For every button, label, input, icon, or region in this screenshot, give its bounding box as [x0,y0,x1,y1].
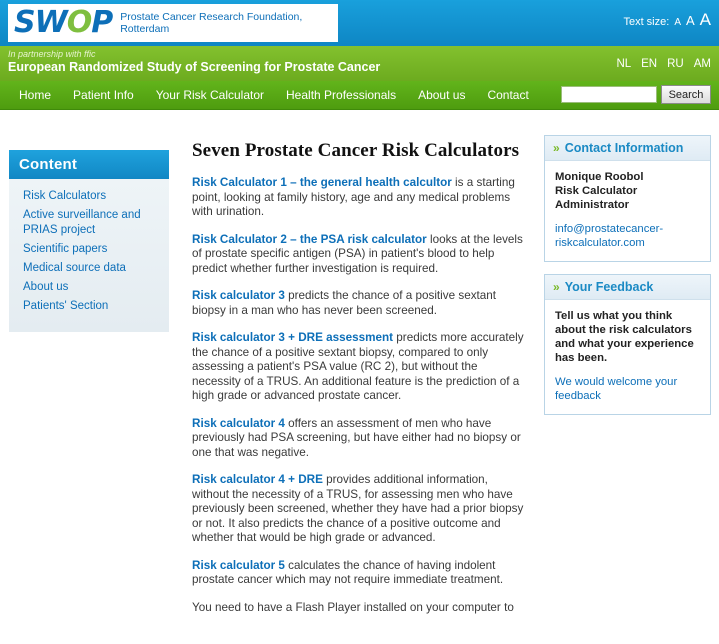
feedback-panel-header [545,275,710,300]
sidebar-item-scientific-papers[interactable]: Scientific papers [23,243,108,255]
rc5-link[interactable]: Risk calculator 5 [192,558,285,572]
paragraph-rc4-dre [192,473,524,546]
contact-panel-header [545,136,710,161]
rc2-link[interactable]: Risk Calculator 2 – the PSA risk calculator [192,232,427,246]
language-am[interactable]: AM [693,58,711,70]
rc1-text: is a starting point, looking at family history, age and any medical problems with urination. [192,176,515,218]
study-title: European Randomized Study of Screening for Prostate Cancer [8,60,381,74]
feedback-strong-text: Tell us what you think about the risk calculators and what your experience has been. [555,310,694,364]
rc3-dre-link[interactable]: Risk calculator 3 + DRE assessment [192,331,394,344]
sidebar-links [9,179,169,332]
search-input[interactable] [561,86,657,103]
nav-item-your-risk-calculator[interactable]: Your Risk Calculator [155,88,265,102]
rc4-dre-link[interactable]: Risk calculator 4 + DRE [192,473,323,486]
paragraph-rc2 [192,233,524,277]
logo-subtitle: Prostate Cancer Research Foundation, Rotterdam [120,11,303,35]
site-header [0,0,719,46]
search-area [561,85,711,104]
main-content [192,140,524,628]
language-switcher [616,58,711,70]
language-en[interactable]: EN [641,58,658,70]
nav-item-home[interactable]: Home [19,88,52,102]
contact-role-line1: Risk Calculator [555,185,638,197]
feedback-panel-title: Your Feedback [564,280,654,294]
contact-information-panel [544,135,711,262]
site-logo[interactable] [8,4,338,42]
sidebar-item-medical-source-data[interactable]: Medical source data [23,262,126,274]
rc4-text: offers an assessment of men who have previously had PSA screening, but have either had no biopsy or one that was negative. [192,416,521,459]
your-feedback-panel [544,274,711,415]
sidebar-item-active-surveillance[interactable]: Active surveillance and PRIAS project [23,209,141,236]
contact-email-line1[interactable]: info@prostatecancer- [555,223,664,235]
chevron-right-icon: » [553,141,560,155]
logo-dot: O [66,5,92,40]
logo-text-end: P [91,5,113,40]
nav-item-about-us[interactable]: About us [418,88,466,102]
logo-wordmark [14,5,113,40]
nav-item-health-professionals[interactable]: Health Professionals [286,88,397,102]
nav-item-contact[interactable]: Contact [487,88,529,102]
text-size-small-button[interactable]: A [674,17,681,28]
language-ru[interactable]: RU [667,58,684,70]
sidebar-title: Content [9,150,169,179]
right-column [544,135,711,427]
paragraph-rc3-dre [192,331,524,404]
page-title: Seven Prostate Cancer Risk Calculators [192,140,520,161]
text-size-label: Text size: [623,16,670,28]
sidebar-item-about-us[interactable]: About us [23,281,69,293]
sidebar-item-risk-calculators[interactable]: Risk Calculators [23,190,107,202]
contact-email-line2[interactable]: riskcalculator.com [555,237,645,249]
rc2-text: looks at the levels of prostate specific antigen (PSA) in patient's blood to help predict whether further investigation is required. [192,232,523,275]
paragraph-rc3 [192,289,524,318]
main-navigation [0,81,719,110]
language-nl[interactable]: NL [616,58,632,70]
sidebar-item-patients-section[interactable]: Patients' Section [23,300,109,312]
feedback-link-line1[interactable]: We would welcome your [555,376,678,388]
flash-note-text: You need to have a Flash Player installed on your computer to [192,600,514,614]
rc3-text: predicts the chance of a positive sextant biopsy in a man who has never been screened. [192,289,497,317]
tagline-bar [0,46,719,81]
paragraph-flash-note [192,601,524,616]
feedback-panel-body [545,300,710,414]
contact-panel-body [545,161,710,261]
rc4-link[interactable]: Risk calculator 4 [192,416,285,430]
text-size-control [623,10,711,30]
chevron-right-icon: » [553,280,560,294]
content-area [0,110,719,643]
rc4-dre-text: provides additional information, without the necessity of a TRUS, for assessing men who have previously been screened, whether they have had a prior biopsy or not. It also predicts the chance of a positive outcome and whether that would be high grade or advanced. [192,473,524,544]
search-button[interactable]: Search [661,85,711,104]
text-size-large-button[interactable]: A [699,10,711,29]
contact-name: Monique Roobol [555,171,644,183]
paragraph-rc1 [192,176,524,220]
rc3-dre-text: predicts more accurately the chance of a positive sextant biopsy, compared to only assessing a patient's PSA value (RC 2), but without the necessity of a TRUS. An additional feature is the prediction of a high grade or advanced prostate cancer. [192,331,524,402]
paragraph-rc5 [192,559,524,588]
sidebar [9,150,169,332]
nav-item-patient-info[interactable]: Patient Info [73,88,134,102]
partner-text: In partnership with ffic [8,49,96,59]
rc5-text: calculates the chance of having indolent prostate cancer which may not require immediate treatment. [192,558,504,586]
contact-panel-title: Contact Information [564,141,684,155]
contact-role-line2: Administrator [555,199,630,211]
rc3-link[interactable]: Risk calculator 3 [192,289,285,302]
text-size-medium-button[interactable]: A [685,13,695,28]
feedback-link-line2[interactable]: feedback [555,390,601,402]
rc1-link[interactable]: Risk Calculator 1 – the general health calcultor [192,176,452,189]
logo-text-start: SW [14,5,67,40]
paragraph-rc4 [192,417,524,461]
